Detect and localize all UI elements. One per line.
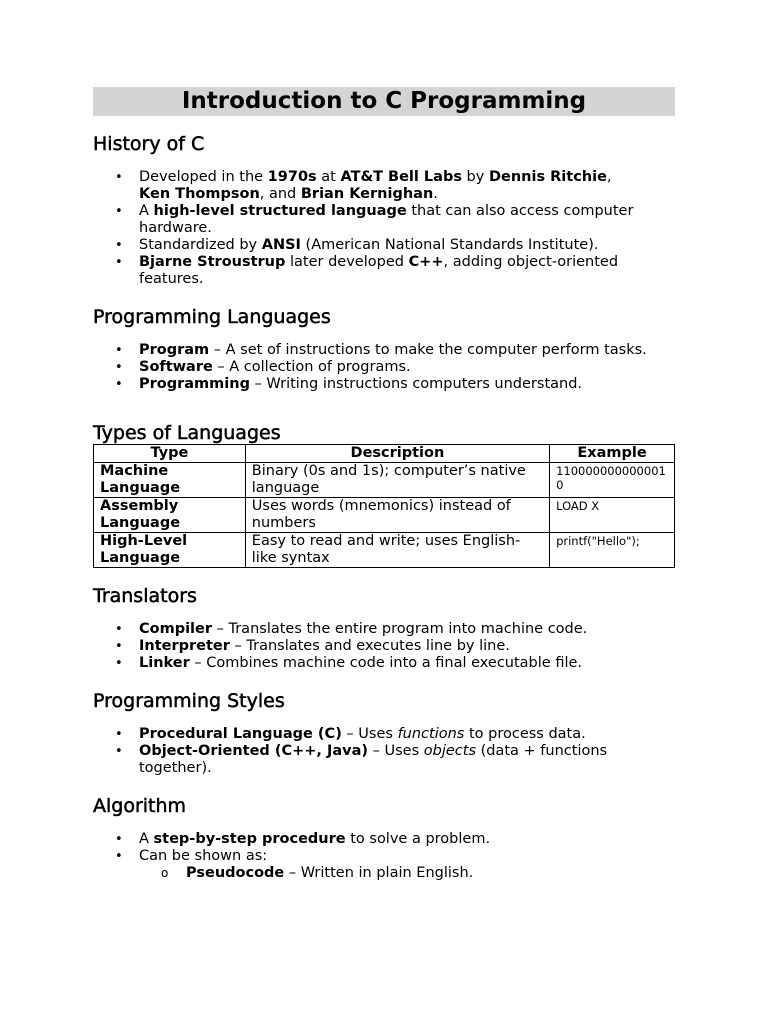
text: to process data. [464,726,586,742]
cell-type: High-Level Language [94,533,246,568]
document-page [93,87,675,882]
text-bold: Dennis Ritchie [488,169,607,185]
term: Program [139,342,210,358]
cell-description: Uses words (mnemonics) instead of numbers [245,498,549,533]
text: , [606,169,612,185]
text: , adding object-oriented features. [139,254,619,287]
text-italic: objects [423,743,477,759]
definition: – Writing instructions computers understand. [249,376,583,392]
text: – Uses [368,743,424,759]
cell-description: Binary (0s and 1s); computer’s native language [245,463,549,498]
section-heading-algorithm: Algorithm [93,795,187,817]
list-item [93,655,675,672]
term: Procedural Language (C) [139,726,342,742]
text: , and [259,186,301,202]
definition: – Translates and executes line by line. [229,638,510,654]
list-item [93,621,675,638]
list-item [93,203,675,237]
term: Interpreter [139,638,230,654]
term: Programming [139,376,250,392]
text: A [139,203,154,219]
column-header-description: Description [245,445,549,463]
section-heading-programming-languages: Programming Languages [93,306,331,328]
text: by [461,169,489,185]
text: . [433,186,438,202]
cell-type: Machine Language [94,463,246,498]
table-row [94,533,675,568]
text: at [316,169,341,185]
definition: – A collection of programs. [212,359,411,375]
text-bold: AT&T Bell Labs [340,169,462,185]
text-bold: C++ [408,254,444,270]
cell-example: printf("Hello"); [550,533,675,568]
translators-list [93,621,675,672]
term: Pseudocode [186,865,285,881]
list-item [93,254,675,288]
text: Standardized by [139,237,262,253]
term: Object-Oriented (C++, Java) [139,743,369,759]
languages-list [93,342,675,393]
column-header-example: Example [550,445,675,463]
text: that can also access computer hardware. [139,203,634,236]
section-heading-programming-styles: Programming Styles [93,690,285,712]
text-bold: Brian Kernighan [300,186,434,202]
cell-example: LOAD X [550,498,675,533]
list-item [93,342,675,359]
algorithm-list [93,831,675,882]
cell-example: 1100000000000010 [550,463,675,498]
list-item [93,237,675,254]
table-header-row [94,445,675,463]
text: (American National Standards Institute). [300,237,599,253]
text: later developed [285,254,409,270]
term: Compiler [139,621,213,637]
styles-list [93,726,675,777]
text-bold: step-by-step procedure [153,831,346,847]
definition: – Written in plain English. [284,865,474,881]
language-types-table [93,444,675,568]
list-item [93,638,675,655]
text-bold: ANSI [261,237,301,253]
text-bold: 1970s [267,169,317,185]
term: Software [139,359,213,375]
section-heading-translators: Translators [93,585,197,607]
text: Can be shown as: [139,848,268,864]
text: to solve a problem. [345,831,491,847]
table-row [94,463,675,498]
list-item [93,848,675,865]
text: Developed in the [139,169,268,185]
list-item [93,376,675,393]
list-item [93,726,675,743]
text-bold: high-level structured language [153,203,407,219]
document-title: Introduction to C Programming [93,87,675,116]
section-heading-history: History of C [93,133,205,155]
list-item [93,831,675,848]
list-item [93,359,675,376]
text-bold: Ken Thompson [139,186,260,202]
section-heading-types-of-languages: Types of Languages [93,422,281,444]
history-list [93,169,675,288]
definition: – Combines machine code into a final executable file. [189,655,583,671]
list-item [93,743,675,777]
cell-description: Easy to read and write; uses English-like syntax [245,533,549,568]
text: (data + functions together). [139,743,608,776]
sub-list-item [93,865,675,882]
text: A [139,831,154,847]
text: – Uses [341,726,398,742]
text-italic: functions [397,726,465,742]
list-item [93,169,675,203]
term: Linker [139,655,190,671]
column-header-type: Type [94,445,246,463]
cell-type: Assembly Language [94,498,246,533]
definition: – Translates the entire program into machine code. [212,621,588,637]
table-row [94,498,675,533]
definition: – A set of instructions to make the computer perform tasks. [209,342,647,358]
text-bold: Bjarne Stroustrup [139,254,286,270]
